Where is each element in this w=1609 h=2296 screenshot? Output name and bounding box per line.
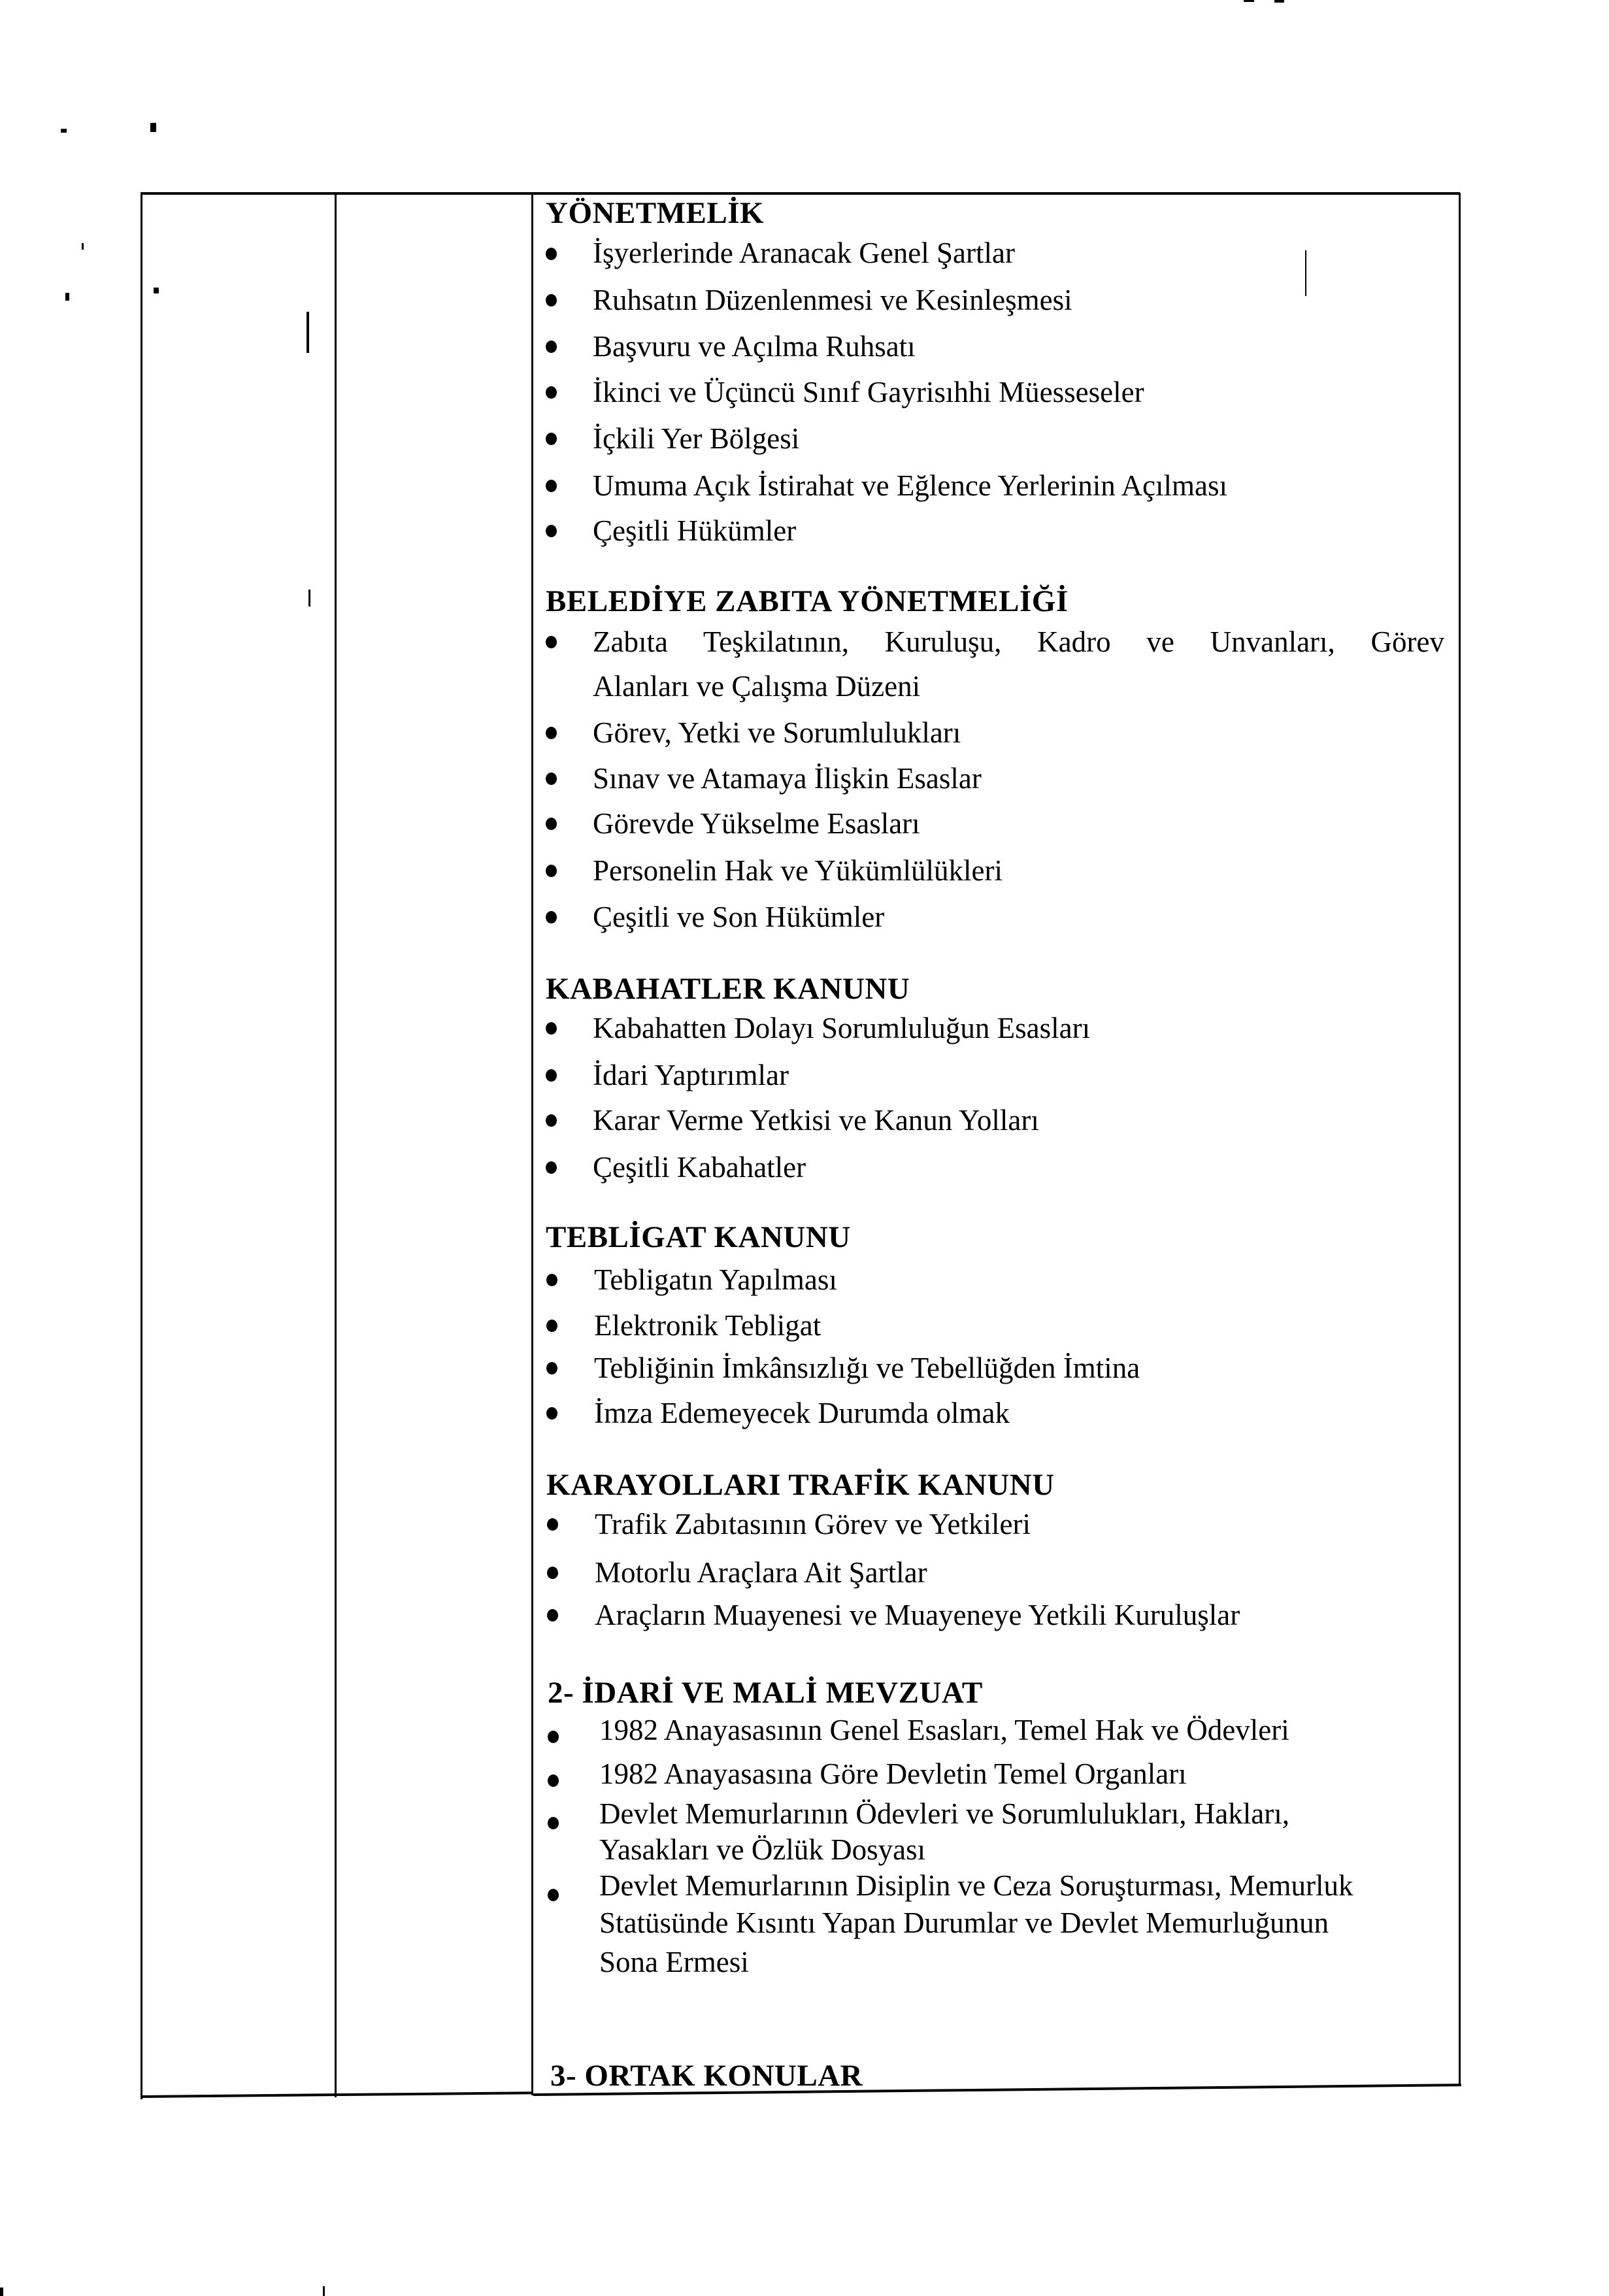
bullet-icon xyxy=(546,1320,557,1332)
bullet-icon xyxy=(546,1161,557,1174)
list-item-continuation: Statüsünde Kısıntı Yapan Durumlar ve Devlet Memurluğunun xyxy=(599,1906,1329,1939)
scan-stroke xyxy=(1305,250,1306,296)
scan-speck xyxy=(154,288,159,293)
bullet-icon xyxy=(546,636,557,648)
list-item-continuation: Sona Ermesi xyxy=(599,1946,749,1978)
scan-stroke xyxy=(308,590,310,607)
list-item: İşyerlerinde Aranacak Genel Şartlar xyxy=(593,237,1015,269)
list-item-continuation: Yasakları ve Özlük Dosyası xyxy=(599,1833,926,1866)
list-item: Personelin Hak ve Yükümlülükleri xyxy=(593,854,1003,887)
bullet-icon xyxy=(546,727,557,739)
scan-speck xyxy=(65,293,69,301)
scan-stroke xyxy=(307,312,309,353)
bullet-icon xyxy=(546,433,557,445)
table-left-border xyxy=(141,193,142,2099)
bullet-icon xyxy=(546,1407,557,1420)
list-item: Devlet Memurlarının Disiplin ve Ceza Soruşturması, Memurluk xyxy=(599,1869,1353,1902)
bullet-icon xyxy=(546,480,557,492)
bullet-icon xyxy=(546,341,557,353)
section-heading: 3- ORTAK KONULAR xyxy=(550,2059,863,2093)
bullet-icon xyxy=(546,525,557,537)
list-item: Çeşitli Hükümler xyxy=(593,514,797,547)
section-heading: KABAHATLER KANUNU xyxy=(546,972,910,1006)
bullet-icon xyxy=(546,248,557,260)
list-item: Motorlu Araçlara Ait Şartlar xyxy=(595,1556,927,1589)
bullet-icon xyxy=(548,1731,559,1743)
bullet-icon xyxy=(548,1889,559,1901)
list-item: Devlet Memurlarının Ödevleri ve Sorumlulukları, Hakları, xyxy=(599,1797,1289,1830)
scan-speck xyxy=(323,2286,325,2296)
list-item: Kabahatten Dolayı Sorumluluğun Esasları xyxy=(593,1012,1091,1044)
section-heading: KARAYOLLARI TRAFİK KANUNU xyxy=(546,1468,1055,1502)
section-heading: BELEDİYE ZABITA YÖNETMELİĞİ xyxy=(546,584,1069,618)
bullet-icon xyxy=(546,1022,557,1035)
table-column-divider-2 xyxy=(531,193,533,2095)
table-bottom-border-left xyxy=(141,2091,533,2098)
list-item: Zabıta Teşkilatının, Kuruluşu, Kadro ve Unvanları, Görev xyxy=(593,625,1444,658)
list-item: Umuma Açık İstirahat ve Eğlence Yerlerinin Açılması xyxy=(593,469,1228,502)
bullet-icon xyxy=(546,1114,557,1127)
list-item: İçkili Yer Bölgesi xyxy=(593,422,800,455)
scan-speck xyxy=(150,123,156,132)
bullet-icon xyxy=(546,1069,557,1082)
list-item: Tebligatın Yapılması xyxy=(594,1263,837,1296)
list-item: Araçların Muayenesi ve Muayeneye Yetkili Kuruluşlar xyxy=(595,1599,1240,1631)
list-item: Çeşitli Kabahatler xyxy=(593,1151,806,1184)
bullet-icon xyxy=(547,1567,558,1579)
list-item: Görev, Yetki ve Sorumlulukları xyxy=(593,716,961,749)
table-top-border xyxy=(141,192,1460,195)
list-item: Sınav ve Atamaya İlişkin Esaslar xyxy=(593,762,982,795)
bullet-icon xyxy=(548,1774,559,1787)
list-item-continuation: Alanları ve Çalışma Düzeni xyxy=(593,670,921,703)
list-item: Karar Verme Yetkisi ve Kanun Yolları xyxy=(593,1104,1039,1137)
list-item: Başvuru ve Açılma Ruhsatı xyxy=(593,330,916,363)
table-column-divider-1 xyxy=(335,193,337,2097)
bullet-icon xyxy=(547,1518,558,1531)
section-heading: TEBLİGAT KANUNU xyxy=(546,1220,851,1254)
list-item: İmza Edemeyecek Durumda olmak xyxy=(594,1397,1010,1429)
list-item: Trafik Zabıtasının Görev ve Yetkileri xyxy=(595,1508,1031,1540)
bullet-icon xyxy=(547,1609,558,1622)
list-item: Ruhsatın Düzenlenmesi ve Kesinleşmesi xyxy=(593,284,1072,316)
list-item: 1982 Anayasasının Genel Esasları, Temel Hak ve Ödevleri xyxy=(599,1714,1289,1746)
list-item: Elektronik Tebligat xyxy=(594,1309,821,1342)
bullet-icon xyxy=(546,865,557,877)
list-item: Çeşitli ve Son Hükümler xyxy=(593,901,885,933)
bullet-icon xyxy=(546,818,557,830)
section-heading: 2- İDARİ VE MALİ MEVZUAT xyxy=(548,1676,983,1710)
list-item: Tebliğinin İmkânsızlığı ve Tebellüğden İmtina xyxy=(594,1352,1140,1384)
list-item: Görevde Yükselme Esasları xyxy=(593,807,920,840)
scan-speck xyxy=(61,129,67,133)
scan-speck xyxy=(82,243,84,250)
list-item: İdari Yaptırımlar xyxy=(593,1059,789,1091)
list-item: 1982 Anayasasına Göre Devletin Temel Organları xyxy=(599,1757,1187,1790)
list-item: İkinci ve Üçüncü Sınıf Gayrisıhhi Müesseseler xyxy=(593,376,1144,408)
bullet-icon xyxy=(548,1817,559,1829)
bullet-icon xyxy=(546,386,557,399)
bullet-icon xyxy=(546,773,557,785)
scan-speck xyxy=(1274,0,1284,3)
scan-speck xyxy=(1244,0,1254,2)
table-right-border xyxy=(1459,193,1461,2085)
bullet-icon xyxy=(546,294,557,307)
bullet-icon xyxy=(546,1362,557,1374)
section-heading: YÖNETMELİK xyxy=(546,196,765,230)
scan-speck xyxy=(0,2288,3,2296)
bullet-icon xyxy=(546,1274,557,1286)
bullet-icon xyxy=(546,911,557,923)
